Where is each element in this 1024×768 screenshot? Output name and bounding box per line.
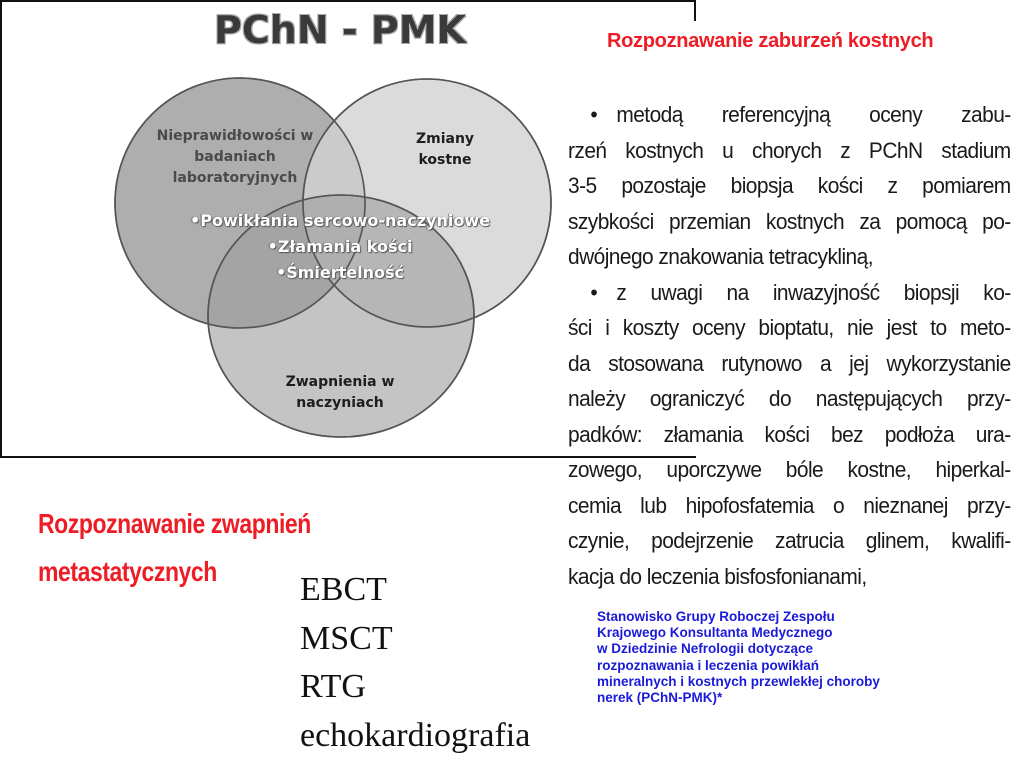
bullet-icon: • bbox=[590, 279, 598, 305]
bone-text-line: należy ograniczyć do następujących przy- bbox=[568, 386, 1011, 411]
bone-text-line: dwójnego znakowania tetracykliną, bbox=[568, 244, 873, 269]
venn-label-lab bbox=[140, 126, 330, 189]
venn-label-line: Nieprawidłowości w bbox=[156, 128, 314, 144]
venn-label-bone bbox=[390, 129, 500, 171]
citation-line: w Dziedzinie Nefrologii dotyczące bbox=[597, 641, 814, 657]
bone-text-line: ści i koszty oceny bioptatu, nie jest to meto- bbox=[568, 315, 1011, 340]
citation-line: Stanowisko Grupy Roboczej Zespołu bbox=[597, 609, 835, 624]
calcification-heading-line: metastatycznych bbox=[38, 556, 217, 587]
bone-text-line: rzeń kostnych u chorych z PChN stadium bbox=[568, 137, 1011, 163]
venn-title: PChN - PMK bbox=[214, 8, 466, 52]
venn-label-line: naczyniach bbox=[296, 395, 384, 411]
venn-label-line: kostne bbox=[418, 152, 472, 168]
bullet-icon: • bbox=[590, 102, 598, 127]
calcification-heading bbox=[38, 500, 311, 596]
bone-text-line: cemia lub hipofosfatemia o nieznanej przy- bbox=[568, 492, 1011, 518]
venn-center-item: •Śmiertelność bbox=[275, 263, 405, 282]
citation-line: Krajowego Konsultanta Medycznego bbox=[597, 625, 833, 641]
calcification-methods-list bbox=[300, 566, 530, 760]
venn-label-line: Zwapnienia w bbox=[285, 374, 395, 390]
venn-label-line: laboratoryjnych bbox=[172, 170, 298, 186]
bone-text-line: 3-5 pozostaje biopsja kości z pomiarem bbox=[568, 173, 1011, 198]
citation-line: mineralnych i kostnych przewlekłej choroby bbox=[597, 673, 880, 689]
venn-center-item: •Powikłania sercowo-naczyniowe bbox=[190, 211, 490, 230]
venn-label-line: badaniach bbox=[194, 149, 276, 165]
venn-center-item: •Złamania kości bbox=[267, 237, 413, 256]
bone-section-heading: Rozpoznawanie zaburzeń kostnych bbox=[607, 30, 934, 52]
bone-text-line: da stosowana rutynowo a jej wykorzystanie bbox=[568, 350, 1011, 376]
venn-label-line: Zmiany bbox=[415, 131, 475, 147]
bone-text-line: zowego, uporczywe bóle kostne, hiperkal- bbox=[568, 457, 1011, 482]
method-item: RTG bbox=[300, 668, 366, 705]
method-item: MSCT bbox=[300, 619, 393, 657]
bone-text-line: • metodą referencyjną oceny zabu- bbox=[568, 97, 1011, 133]
calcification-heading-line: Rozpoznawanie zwapnień bbox=[38, 508, 311, 539]
method-item: echokardiografia bbox=[300, 716, 531, 754]
bone-text-line: szybkości przemian kostnych za pomocą po- bbox=[568, 208, 1011, 234]
bone-text-line: kacja do leczenia bisfosfonianami, bbox=[568, 563, 867, 589]
bone-text-line: padków: złamania kości bez podłoża ura- bbox=[568, 421, 1011, 447]
citation-line: nerek (PChN-PMK)* bbox=[597, 690, 723, 706]
method-item: EBCT bbox=[300, 571, 387, 608]
citation-block bbox=[597, 609, 880, 706]
venn-label-calc bbox=[265, 372, 415, 414]
venn-center-items bbox=[160, 208, 520, 286]
bone-section-body bbox=[568, 97, 1011, 594]
bone-text-line: • z uwagi na inwazyjność biopsji ko- bbox=[568, 275, 1011, 311]
citation-line: rozpoznawania i leczenia powikłań bbox=[597, 657, 820, 673]
bone-text-line: czynie, podejrzenie zatrucia glinem, kwalifi- bbox=[568, 528, 1011, 553]
